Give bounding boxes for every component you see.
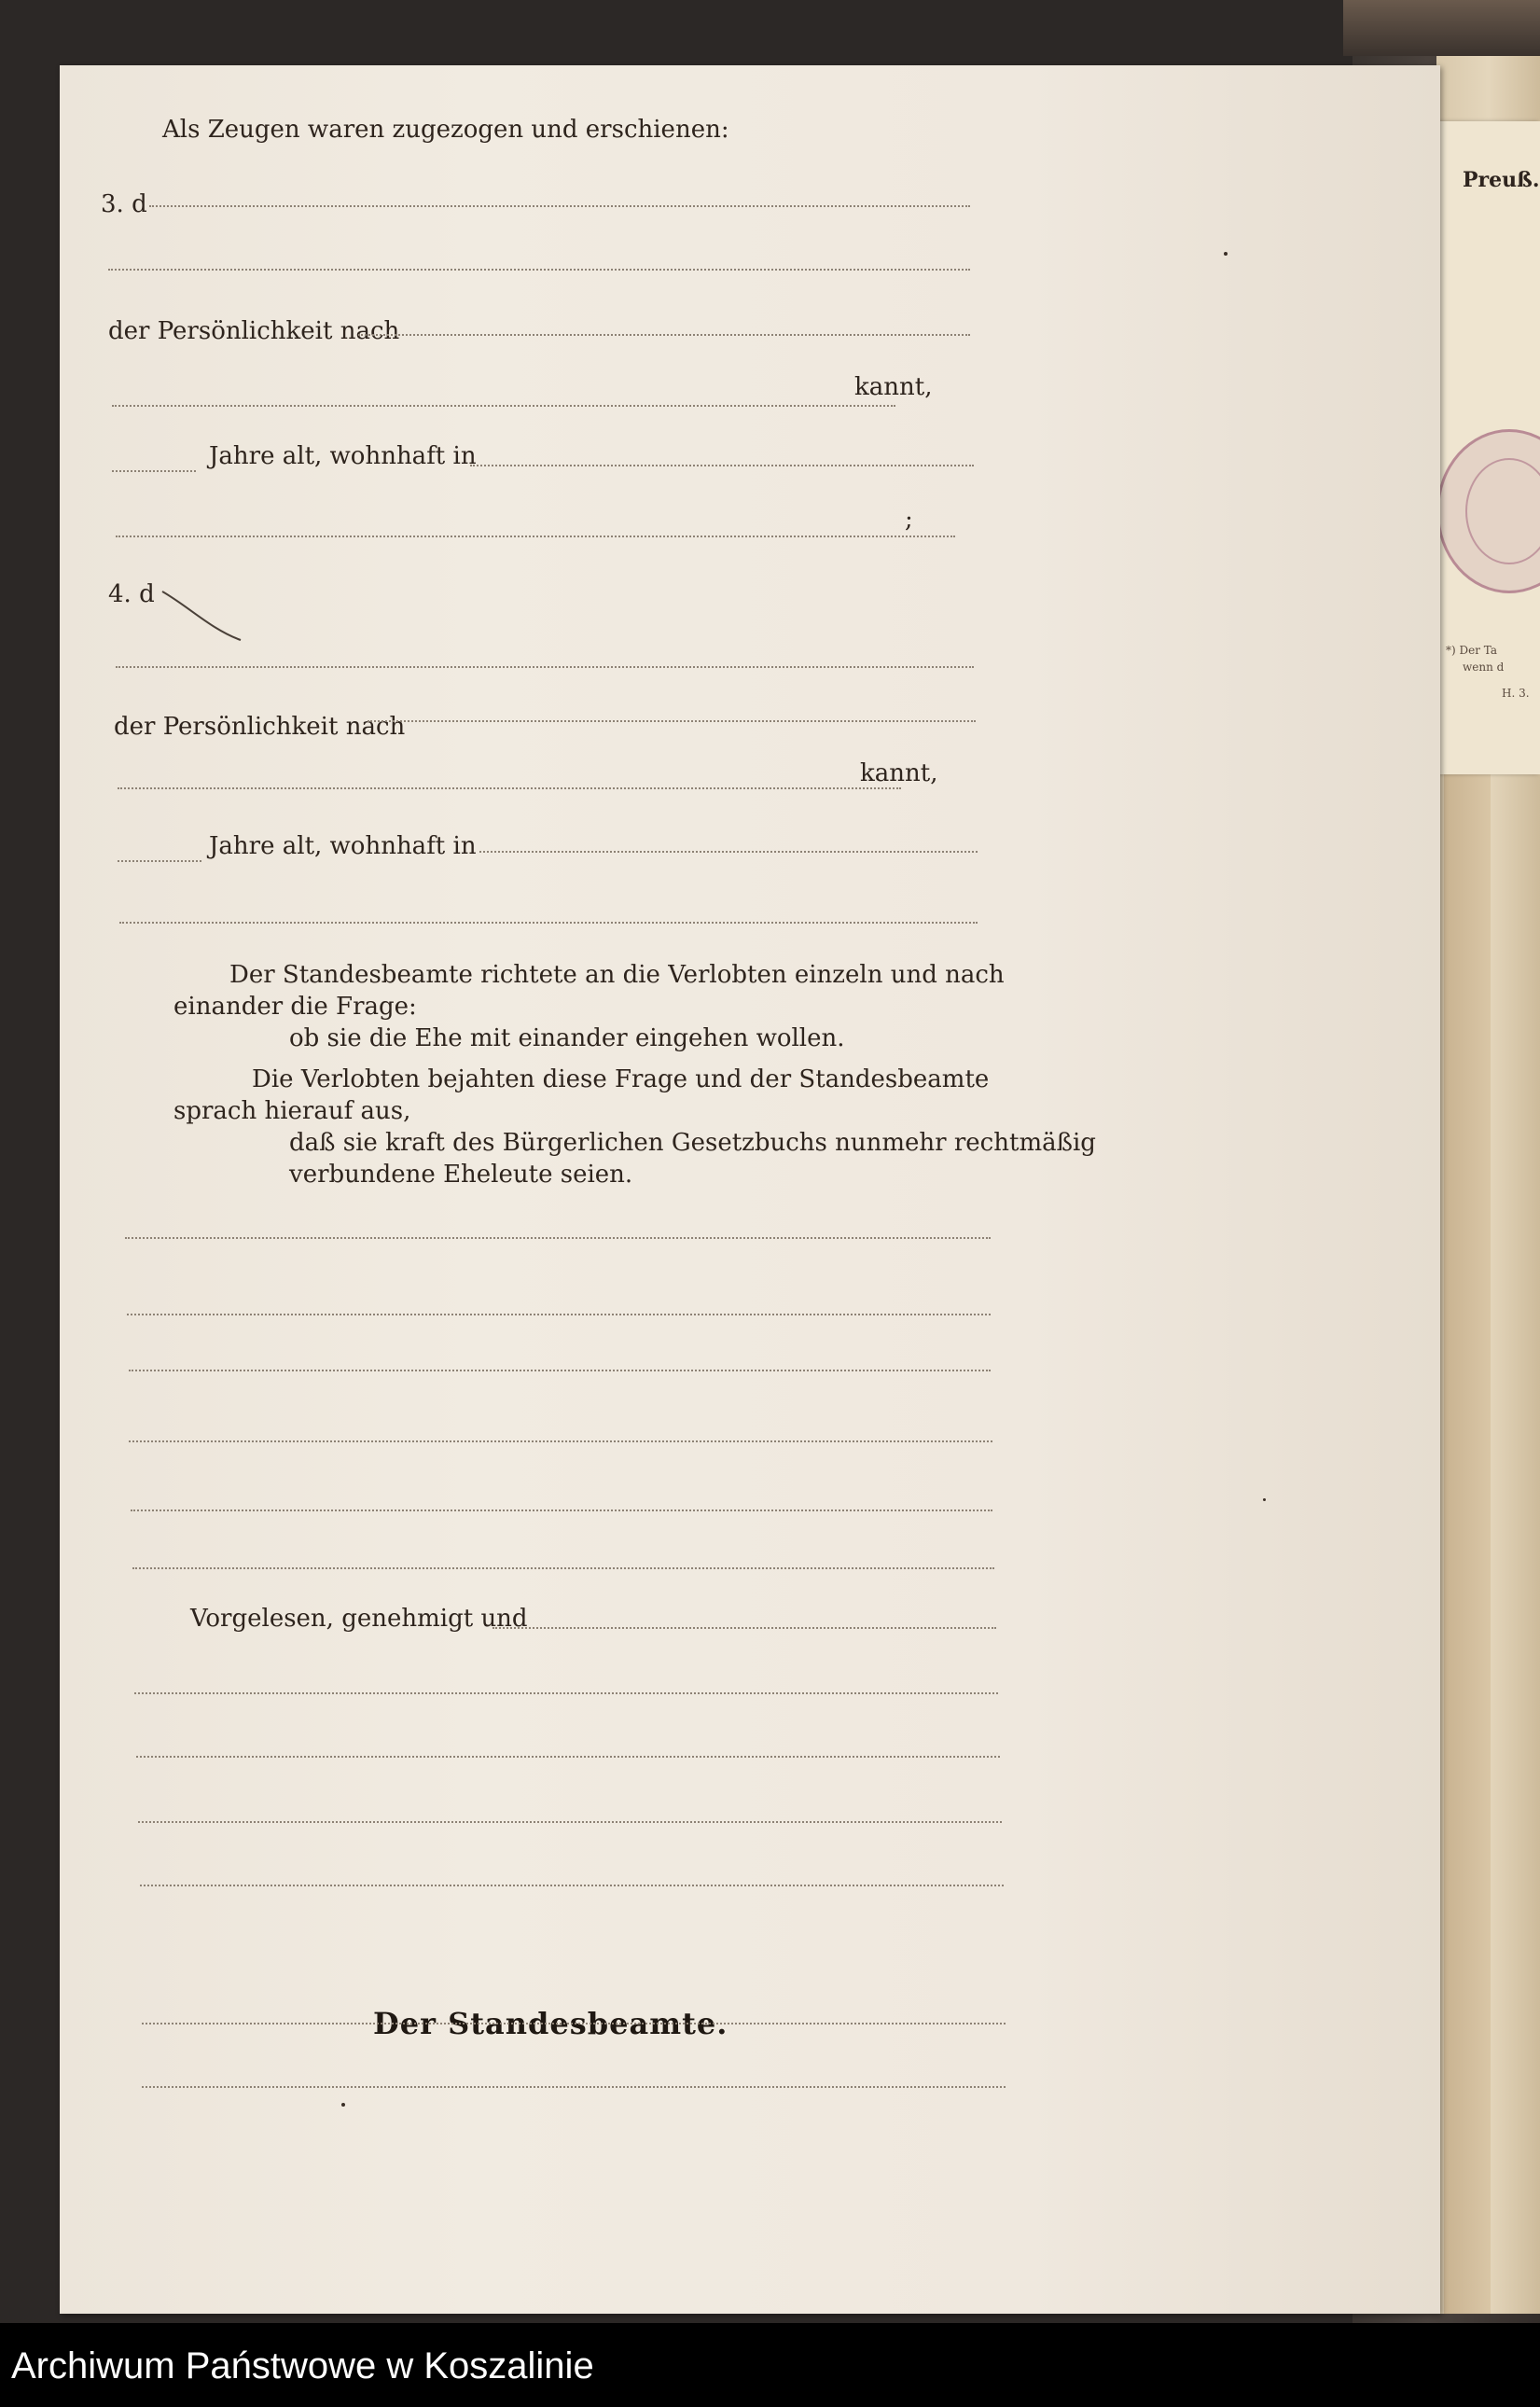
adjacent-document-fragment — [1436, 121, 1540, 774]
signature-line-1 — [142, 2023, 1006, 2024]
witness-3-age-residence: Jahre alt, wohnhaft in — [209, 442, 477, 470]
inset-title: Preuß. — [1463, 168, 1540, 192]
remarks-line-6 — [132, 1567, 994, 1569]
remarks-line-1 — [125, 1237, 991, 1239]
registrar-signature-title: Der Standesbeamte. — [373, 2006, 728, 2041]
adjacent-sheet-strip — [1444, 774, 1491, 2314]
inset-code: H. 3. — [1502, 687, 1530, 700]
paper-speck — [1263, 1498, 1266, 1501]
witness-3-label: 3. d — [101, 190, 147, 218]
approval-label: Vorgelesen, genehmigt und — [190, 1605, 528, 1633]
witness-3-residence-line — [470, 465, 974, 466]
witness-4-label: 4. d — [108, 580, 155, 608]
witness-4-residence-line-2 — [119, 922, 978, 924]
approval-line-3 — [136, 1756, 1000, 1758]
paper-speck — [341, 2103, 345, 2107]
paragraph-2-line-2: sprach hierauf aus, — [173, 1097, 411, 1125]
witness-4-name-line — [116, 666, 974, 668]
paper-speck — [1224, 252, 1228, 256]
witness-4-age-residence: Jahre alt, wohnhaft in — [209, 832, 477, 860]
witness-3-name-line — [149, 205, 970, 207]
inset-footnote-2: wenn d — [1463, 661, 1505, 674]
witness-3-identity-label: der Persönlichkeit nach — [108, 317, 400, 345]
approval-line-2 — [134, 1692, 998, 1694]
paragraph-2-line-4: verbundene Eheleute seien. — [289, 1161, 633, 1189]
remarks-line-5 — [131, 1510, 992, 1511]
approval-line-4 — [138, 1821, 1002, 1823]
witness-4-age-line — [118, 860, 201, 862]
pen-stroke-mark — [160, 588, 244, 644]
archive-caption: Archiwum Państwowe w Koszalinie — [11, 2345, 594, 2386]
witness-3-identity-line — [358, 334, 970, 336]
paragraph-2-line-3: daß sie kraft des Bürgerlichen Gesetzbuchs nunmehr rechtmäßig — [289, 1129, 1096, 1157]
witness-4-identity-label: der Persönlichkeit nach — [114, 713, 406, 741]
witness-3-known-suffix: kannt, — [854, 373, 933, 401]
witness-3-name-line-2 — [108, 269, 970, 271]
witness-4-identity-line — [368, 720, 976, 722]
signature-line-2 — [142, 2086, 1006, 2088]
document-page — [60, 65, 1440, 2314]
paragraph-1-line-2: einander die Frage: — [173, 993, 417, 1021]
approval-line-5 — [140, 1885, 1004, 1886]
remarks-line-4 — [129, 1440, 992, 1442]
witness-3-semicolon: ; — [905, 506, 913, 534]
approval-line-1 — [493, 1627, 996, 1629]
witness-3-age-line — [112, 470, 196, 472]
binding-top — [1343, 0, 1540, 56]
witness-3-identity-line-2 — [112, 405, 895, 407]
witness-4-identity-line-2 — [118, 787, 901, 789]
paragraph-1-line-3: ob sie die Ehe mit einander eingehen wollen. — [289, 1024, 845, 1052]
official-seal-stamp — [1436, 429, 1540, 593]
paragraph-2-line-1: Die Verlobten bejahten diese Frage und der Standesbeamte — [252, 1065, 990, 1093]
witness-3-residence-line-2 — [116, 536, 955, 537]
inset-footnote: *) Der Ta — [1446, 644, 1497, 657]
paragraph-1-line-1: Der Standesbeamte richtete an die Verlobten einzeln und nach — [229, 961, 1005, 989]
remarks-line-2 — [127, 1314, 991, 1315]
seal-eagle — [1465, 458, 1540, 564]
witness-4-known-suffix: kannt, — [860, 759, 938, 787]
witnesses-heading: Als Zeugen waren zugezogen und erschienen: — [162, 116, 729, 144]
witness-4-residence-line — [479, 851, 978, 853]
remarks-line-3 — [129, 1370, 991, 1371]
